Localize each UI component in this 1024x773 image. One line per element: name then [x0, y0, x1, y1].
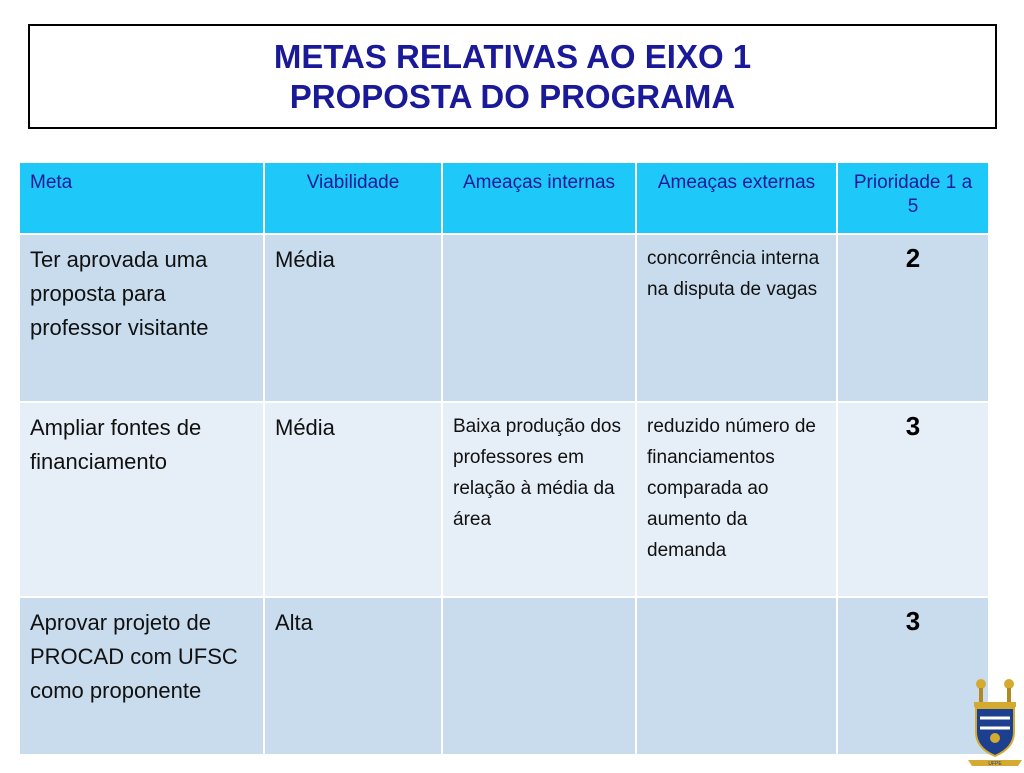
- cell-meta: Aprovar projeto de PROCAD com UFSC como proponente: [19, 597, 264, 755]
- title-box: [28, 24, 997, 129]
- cell-prioridade: 2: [837, 234, 989, 402]
- cell-prioridade: 3: [837, 597, 989, 755]
- cell-prioridade: 3: [837, 402, 989, 597]
- cell-ameacas-externas: [636, 597, 837, 755]
- title-line-2: PROPOSTA DO PROGRAMA: [289, 77, 736, 115]
- logo-text: UFPE: [988, 761, 1002, 767]
- university-crest-icon: [966, 676, 1024, 768]
- table-header-row: [19, 162, 989, 234]
- cell-viabilidade: Alta: [264, 597, 442, 755]
- cell-ameacas-internas: [442, 234, 636, 402]
- title-line-1: METAS RELATIVAS AO EIXO 1: [273, 37, 752, 75]
- header-ameacas-externas: Ameaças externas: [636, 162, 837, 234]
- cell-ameacas-externas: reduzido número de financiamentos comparada ao aumento da demanda: [636, 402, 837, 597]
- cell-viabilidade: Média: [264, 402, 442, 597]
- cell-ameacas-externas: concorrência interna na disputa de vagas: [636, 234, 837, 402]
- header-prioridade: Prioridade 1 a 5: [837, 162, 989, 234]
- table-row: [19, 597, 989, 755]
- cell-meta: Ter aprovada uma proposta para professor visitante: [19, 234, 264, 402]
- table-row: [19, 402, 989, 597]
- cell-ameacas-internas: Baixa produção dos professores em relação à média da área: [442, 402, 636, 597]
- cell-meta: Ampliar fontes de financiamento: [19, 402, 264, 597]
- cell-ameacas-internas: [442, 597, 636, 755]
- table-row: [19, 234, 989, 402]
- cell-viabilidade: Média: [264, 234, 442, 402]
- header-viabilidade: Viabilidade: [264, 162, 442, 234]
- header-ameacas-internas: Ameaças internas: [442, 162, 636, 234]
- goals-table: [18, 161, 990, 756]
- header-meta: Meta: [19, 162, 264, 234]
